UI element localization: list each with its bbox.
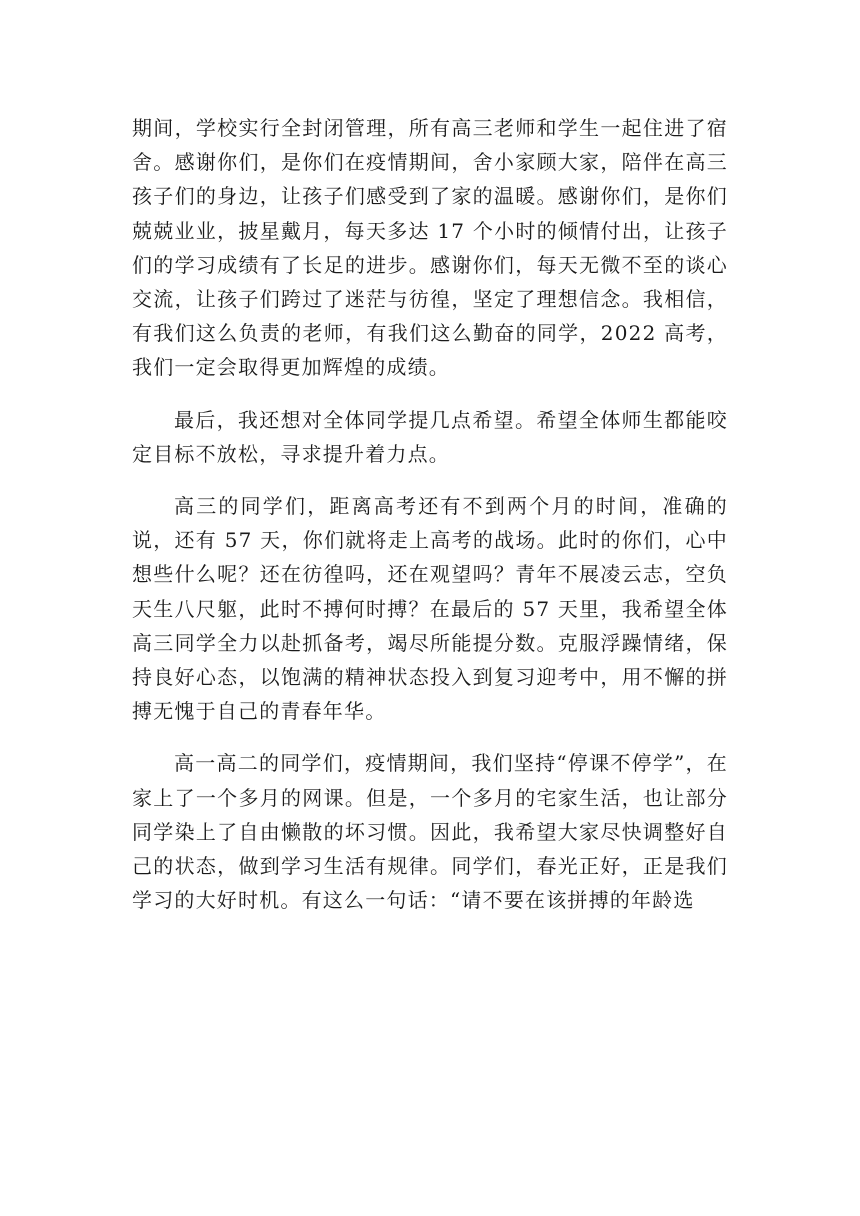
paragraph-4: 高一高二的同学们，疫情期间，我们坚持“停课不停学”，在家上了一个多月的网课。但是，一个多月的宅家生活，也让部分同学染上了自由懒散的坏习惯。因此，我希望大家尽快调整好自己的状态，做到学习生活有规律。同学们，春光正好，正是我们学习的大好时机。有这么一句话：“请不要在该拼搏的年龄选 bbox=[132, 751, 728, 913]
paragraph-1: 期间，学校实行全封闭管理，所有高三老师和学生一起住进了宿舍。感谢你们，是你们在疫情期间，舍小家顾大家，陪伴在高三孩子们的身边，让孩子们感受到了家的温暖。感谢你们，是你们兢兢业业，披星戴月，每天多达 17 个小时的倾情付出，让孩子们的学习成绩有了长足的进步。感谢你们，每天无微不至的谈心交流，让孩子们跨过了迷茫与彷徨，坚定了理想信念。我相信，有我们这么负责的老师，有我们这么勤奋的同学，2022 高考，我们一定会取得更加辉煌的成绩。 bbox=[132, 116, 728, 380]
paragraph-2: 最后，我还想对全体同学提几点希望。希望全体师生都能咬定目标不放松，寻求提升着力点。 bbox=[132, 407, 728, 466]
document-body bbox=[132, 111, 728, 935]
paragraph-3: 高三的同学们，距离高考还有不到两个月的时间，准确的说，还有 57 天，你们就将走上高考的战场。此时的你们，心中想些什么呢？还在彷徨吗，还在观望吗？青年不展凌云志，空负天生八尺躯，此时不搏何时搏？在最后的 57 天里，我希望全体高三同学全力以赴抓备考，竭尽所能提分数。克服浮躁情绪，保持良好心态，以饱满的精神状态投入到复习迎考中，用不懈的拼搏无愧于自己的青春年华。 bbox=[132, 494, 728, 724]
